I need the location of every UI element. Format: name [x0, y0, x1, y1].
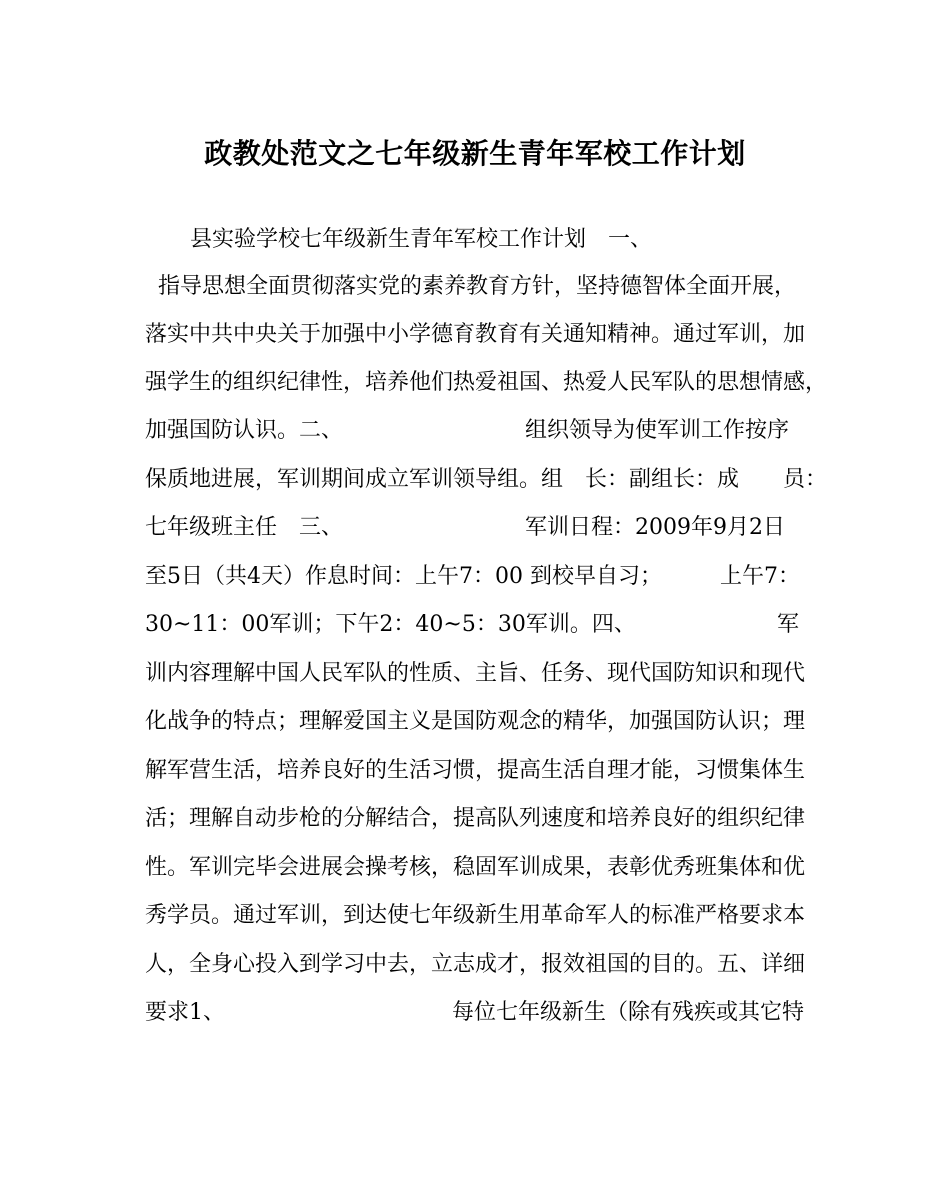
- line-text: 化战争的特点；理解爱国主义是国防观念的精华，加强国防认识；理: [145, 709, 806, 734]
- line-text: 要求1、: [145, 1000, 225, 1025]
- line-text: 人，全身心投入到学习中去，立志成才，报效祖国的目的。五、详细: [145, 952, 806, 977]
- line-text: 组织领导为使军训工作按序: [525, 418, 790, 443]
- line-text: 每位七年级新生（除有残疾或其它特: [452, 1000, 805, 1025]
- line-text: 至5日（共4天）作息时间：上午7：00 到校早自习；: [145, 564, 662, 589]
- line-text: 训内容理解中国人民军队的性质、主旨、任务、现代国防知识和现代: [145, 661, 806, 686]
- document-title: 政教处范文之七年级新生青年军校工作计划: [204, 137, 746, 170]
- line-text: 强学生的组织纪律性，培养他们热爱祖国、热爱人民军队的思想情感，: [145, 370, 828, 395]
- line-text: 落实中共中央关于加强中小学德育教育有关通知精神。通过军训，加: [145, 322, 806, 347]
- line-text: 活；理解自动步枪的分解结合，提高队列速度和培养良好的组织纪律: [145, 806, 806, 831]
- line-text: 上午7：: [720, 564, 800, 589]
- line-text: 军训日程：2009年9月2日: [525, 515, 785, 540]
- line-text: 秀学员。通过军训，到达使七年级新生用革命军人的标准严格要求本: [145, 903, 806, 928]
- line-text: 指导思想全面贯彻落实党的素养教育方针，坚持德智体全面开展，: [158, 274, 797, 299]
- line-text: 性。军训完毕会进展会操考核，稳固军训成果，表彰优秀班集体和优: [145, 855, 806, 880]
- line-text: 保质地进展，军训期间成立军训领导组。组 长：副组长：成 员：: [145, 467, 828, 492]
- line-text: 解军营生活，培养良好的生活习惯，提高生活自理才能，习惯集体生: [145, 758, 806, 783]
- line-text: 县实验学校七年级新生青年军校工作计划 一、: [190, 227, 653, 252]
- line-text: 军: [777, 612, 800, 637]
- line-text: 七年级班主任 三、: [145, 515, 344, 540]
- line-text: 30~11：00军训；下午2：40~5：30军训。四、: [145, 612, 636, 637]
- line-text: 加强国防认识。二、: [145, 418, 344, 443]
